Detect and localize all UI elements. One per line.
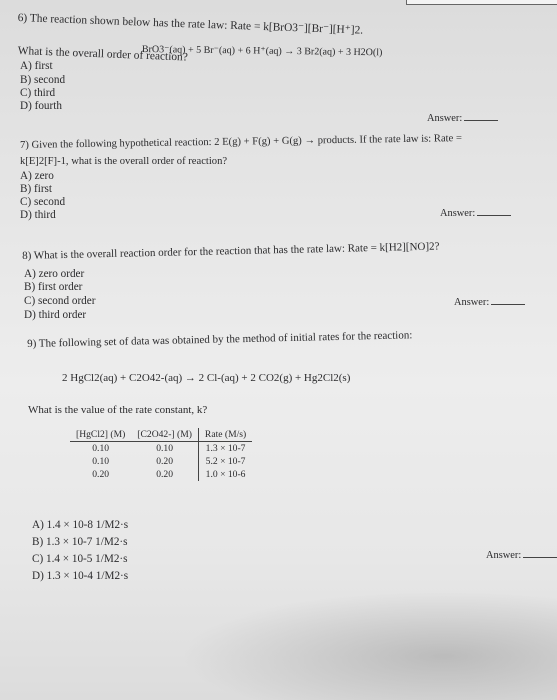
q6-option-c: C) third	[20, 87, 56, 99]
q6-option-a: A) first	[20, 60, 53, 72]
table-header-c2o4: [C2O42-] (M)	[131, 428, 198, 442]
q7-option-d: D) third	[20, 209, 56, 221]
table-header-row	[70, 428, 252, 442]
q8-answer[interactable]	[454, 297, 525, 308]
q6-option-d: D) fourth	[20, 100, 62, 112]
q6-answer-label: Answer:	[427, 113, 463, 124]
q8-answer-label: Answer:	[454, 297, 490, 308]
table-row	[70, 442, 252, 456]
q8-option-d: D) third order	[24, 309, 87, 321]
q7-answer[interactable]	[440, 208, 511, 219]
table-cell: 0.20	[131, 455, 198, 468]
q8-option-a: A) zero order	[24, 268, 85, 280]
q9-answer-blank[interactable]	[523, 557, 557, 558]
table-cell: 0.20	[92, 469, 110, 480]
table-cell: 5.2 × 10-7	[205, 456, 246, 467]
q6-stem: 6) The reaction shown below has the rate law: Rate = k[BrO3⁻][Br⁻][H⁺]2.	[17, 11, 364, 37]
page-shadow	[180, 590, 557, 700]
q9-answer-label: Answer:	[486, 550, 522, 561]
q6-answer[interactable]	[427, 113, 498, 124]
q6-question: What is the overall order of reaction?	[17, 45, 189, 64]
q9-equation: 2 HgCl2(aq) + C2O42-(aq) → 2 Cl-(aq) + 2 CO2(g) + Hg2Cl2(s)	[62, 372, 351, 384]
table-row	[70, 468, 252, 481]
q9-question: What is the value of the rate constant, k?	[28, 404, 208, 416]
q9-option-c: C) 1.4 × 10-5 1/M2·s	[32, 553, 128, 565]
q6-answer-blank[interactable]	[464, 120, 498, 121]
table-header-hgcl2: [HgCl2] (M)	[70, 428, 131, 442]
table-cell: 1.3 × 10-7	[205, 443, 246, 454]
q9-stem: 9) The following set of data was obtained by the method of initial rates for the reaction:	[27, 329, 413, 350]
q8-stem: 8) What is the overall reaction order for the reaction that has the rate law: Rate = k[H2][NO]2?	[22, 240, 440, 262]
table-cell: 0.20	[131, 468, 198, 481]
q8-option-c: C) second order	[24, 295, 96, 307]
q9-option-a: A) 1.4 × 10-8 1/M2·s	[32, 519, 129, 531]
q7-option-a: A) zero	[20, 170, 54, 182]
rate-data-table	[70, 428, 252, 481]
table-cell: 0.10	[92, 456, 110, 467]
table-cell: 0.10	[92, 443, 110, 454]
q6-option-b: B) second	[20, 74, 66, 86]
q9-answer[interactable]	[486, 550, 557, 561]
table-cell: 1.0 × 10-6	[205, 469, 246, 480]
q6-equation: BrO3⁻(aq) + 5 Br⁻(aq) + 6 H⁺(aq) → 3 Br2(aq) + 3 H2O(l)	[141, 44, 383, 59]
q7-answer-label: Answer:	[440, 208, 476, 219]
q7-stem-line1: 7) Given the following hypothetical reaction: 2 E(g) + F(g) + G(g) → products. If the rate law is: Rate =	[20, 133, 462, 151]
table-header-rate: Rate (M/s)	[198, 428, 252, 442]
top-answer-box	[406, 0, 557, 5]
q9-option-d: D) 1.3 × 10-4 1/M2·s	[32, 570, 129, 582]
table-row	[70, 455, 252, 468]
q7-stem-line2: k[E]2[F]-1, what is the overall order of reaction?	[20, 156, 228, 167]
q9-option-b: B) 1.3 × 10-7 1/M2·s	[32, 536, 128, 548]
table-cell: 0.10	[131, 442, 198, 456]
q8-option-b: B) first order	[24, 281, 83, 293]
q7-answer-blank[interactable]	[477, 215, 511, 216]
q7-option-b: B) first	[20, 183, 53, 195]
q8-answer-blank[interactable]	[491, 304, 525, 305]
q7-option-c: C) second	[20, 196, 66, 208]
